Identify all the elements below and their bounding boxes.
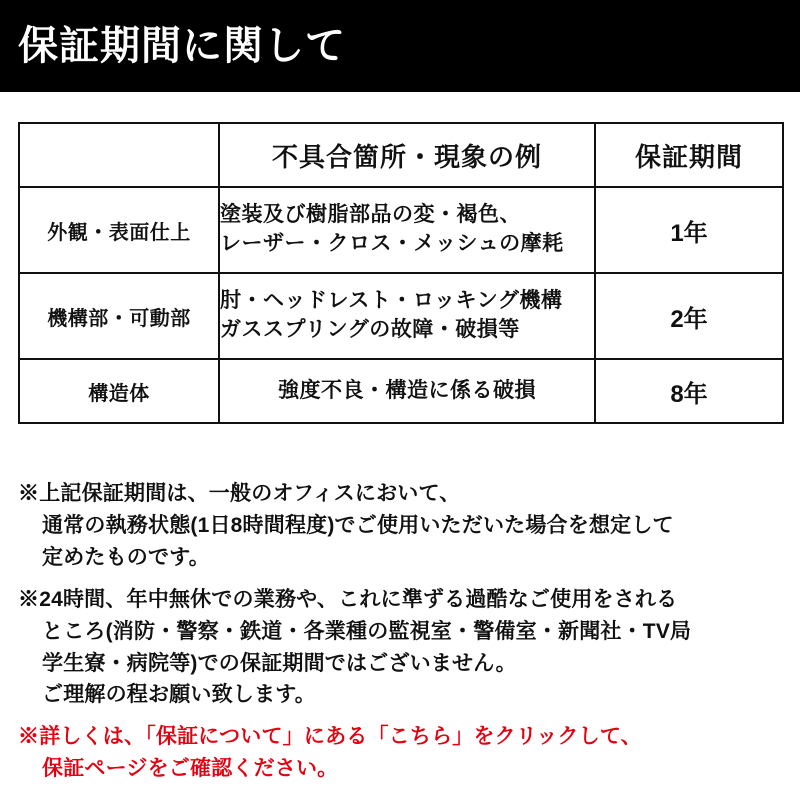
note-line: ※24時間、年中無休での業務や、これに準ずる過酷なご使用をされる [18,587,678,611]
table-row [19,273,783,359]
table-header-row [19,123,783,187]
note-item-warranty-link [18,721,786,785]
table-row [19,187,783,273]
row-term: 2年 [595,273,783,359]
note-line: ご理解の程お願い致します。 [42,683,316,707]
row-description-line: レーザー・クロス・メッシュの摩耗 [220,232,564,255]
table-header-description: 不具合箇所・現象の例 [219,123,595,187]
page-title: 保証期間に関して [18,24,346,68]
warranty-table-wrapper [18,122,782,424]
table-header-category [19,123,219,187]
row-description [219,187,595,273]
notes-section [18,478,786,795]
note-line: 定めたものです。 [42,545,210,569]
row-category: 外観・表面仕上 [19,187,219,273]
row-description [219,273,595,359]
row-description [219,359,595,423]
row-term: 8年 [595,359,783,423]
note-line: 通常の執務状態(1日8時間程度)でご使用いただいた場合を想定して [42,513,674,537]
row-description-line: 強度不良・構造に係る破損 [278,378,536,402]
row-term: 1年 [595,187,783,273]
header-band [0,0,800,92]
row-description-line: 肘・ヘッドレスト・ロッキング機構 [220,289,563,313]
warranty-table [18,122,784,424]
note-line: ところ(消防・警察・鉄道・各業種の監視室・警備室・新聞社・TV局 [42,619,692,643]
row-description-line: ガススプリングの故障・破損等 [220,318,520,341]
note-item [18,584,786,712]
row-category: 機構部・可動部 [19,273,219,359]
note-item [18,478,786,574]
note-line: 学生寮・病院等)での保証期間ではございません。 [42,651,517,675]
table-row [19,359,783,423]
note-line: ※上記保証期間は、一般のオフィスにおいて、 [18,482,461,505]
note-line: ※詳しくは、「保証について」にある「こちら」をクリックして、 [18,725,642,749]
row-description-line: 塗装及び樹脂部品の変・褐色、 [220,203,521,227]
table-header-term: 保証期間 [595,123,783,187]
row-category: 構造体 [19,359,219,423]
note-line: 保証ページをご確認ください。 [42,757,339,781]
